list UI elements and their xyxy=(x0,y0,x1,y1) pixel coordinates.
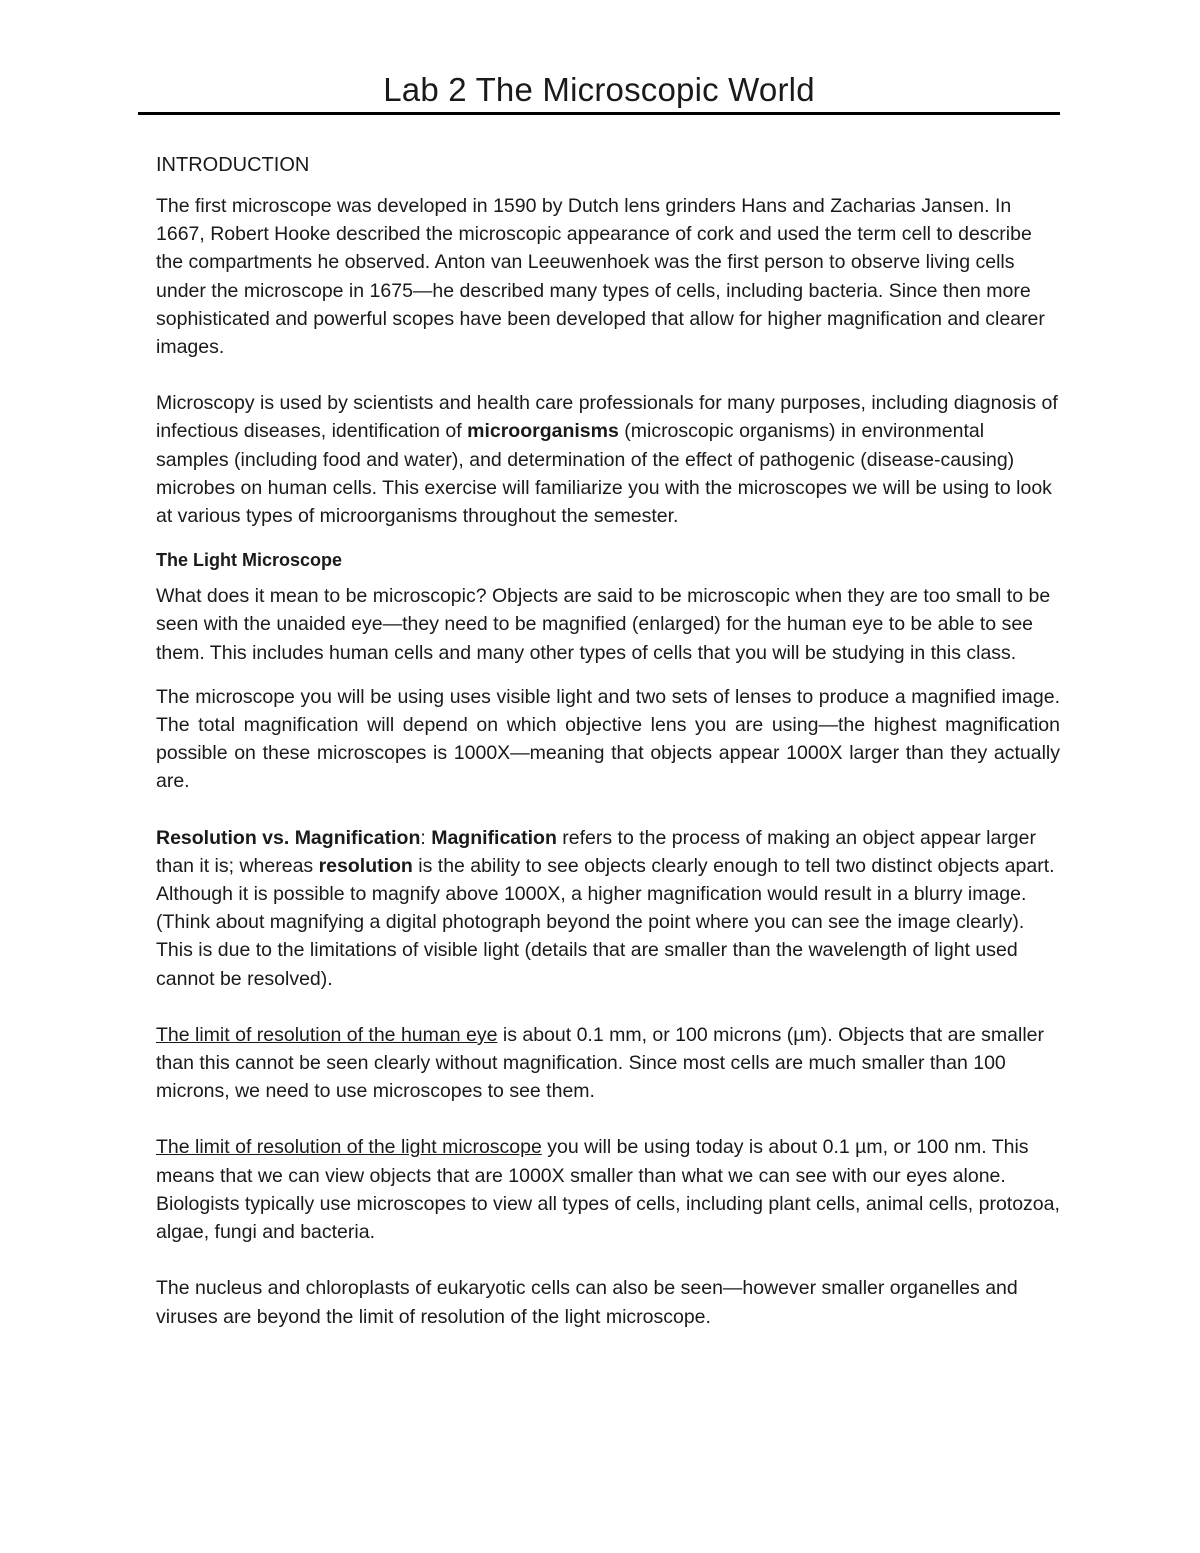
title-underline-rule xyxy=(138,112,1060,115)
resolution-term: resolution xyxy=(318,854,413,877)
eye-limit-underlined: The limit of resolution of the human eye xyxy=(156,1023,498,1046)
resolution-paragraph: Resolution vs. Magnification: Magnification refers to the process of making an object appear larger than it is; whereas resolution is the ability to see objects clearly enough to tell two distinct objects apart. Although it is possible to magnify above 1000X, a higher magnification would result in a blurry image. (Think about magnifying a digital photograph beyond the point where you can see the image clearly). This is due to the limitations of visible light (details that are smaller than the wavelength of light used cannot be resolved). xyxy=(156,826,1055,990)
resolution-vs-magnification-term: Resolution vs. Magnification xyxy=(156,826,421,849)
page-title: Lab 2 The Microscopic World xyxy=(383,71,815,108)
microorganisms-term: microorganisms xyxy=(467,420,619,443)
introduction-heading: INTRODUCTION xyxy=(156,154,310,176)
scope-limit-underlined: The limit of resolution of the light microscope xyxy=(156,1136,542,1159)
light-microscope-paragraph-1: What does it mean to be microscopic? Objects are said to be microscopic when they are too small to be seen with the unaided eye—they need to be magnified (enlarged) for the human eye to be able to see them. This includes human cells and many other types of cells that you will be studying in this class. xyxy=(156,585,1051,664)
eye-limit-paragraph: The limit of resolution of the human eye is about 0.1 mm, or 100 microns (µm). Objects that are smaller than this cannot be seen clearly without magnification. Since most cells are much smaller than 100 microns, we need to use microscopes to see them. xyxy=(156,1023,1045,1103)
light-microscope-paragraph-2: The microscope you will be using uses visible light and two sets of lenses to produce a magnified image. The total magnification will depend on which objective lens you are using—the highest magnification possible on these microscopes is 1000X—meaning that objects appear 1000X larger than they actually are. xyxy=(156,685,1060,793)
intro-p2-text-after: (microscopic organisms) in environmental samples (including food and water), and determination of the effect of pathogenic (disease-causing) microbes on human cells. This exercise will familiarize you with the microscopes we will be using to look at various types of microorganisms throughout the semester. xyxy=(156,420,1052,528)
scope-limit-paragraph: The limit of resolution of the light microscope you will be using today is about 0.1 µm, or 100 nm. This means that we can view objects that are 1000X smaller than what we can see with our eyes alone. Biologists typically use microscopes to view all types of cells, including plant cells, animal cells, protozoa, algae, fungi and bacteria. xyxy=(156,1136,1060,1244)
intro-p2-text-before: Microscopy is used by scientists and health care professionals for many purposes, including diagnosis of infectious diseases, identification of xyxy=(156,392,1058,443)
document-body xyxy=(156,150,1060,1331)
introduction-paragraph-1: The first microscope was developed in 1590 by Dutch lens grinders Hans and Zacharias Jansen. In 1667, Robert Hooke described the microscopic appearance of cork and used the term cell to describe the compartments he observed. Anton van Leeuwenhoek was the first person to observe living cells under the microscope in 1675—he described many types of cells, including bacteria. Since then more sophisticated and powerful scopes have been developed that allow for higher magnification and clearer images. xyxy=(156,195,1045,359)
light-microscope-heading: The Light Microscope xyxy=(156,550,343,571)
magnification-term: Magnification xyxy=(431,826,557,849)
closing-paragraph: The nucleus and chloroplasts of eukaryotic cells can also be seen—however smaller organelles and viruses are beyond the limit of resolution of the light microscope. xyxy=(156,1277,1018,1328)
introduction-paragraph-2 xyxy=(156,389,1060,530)
